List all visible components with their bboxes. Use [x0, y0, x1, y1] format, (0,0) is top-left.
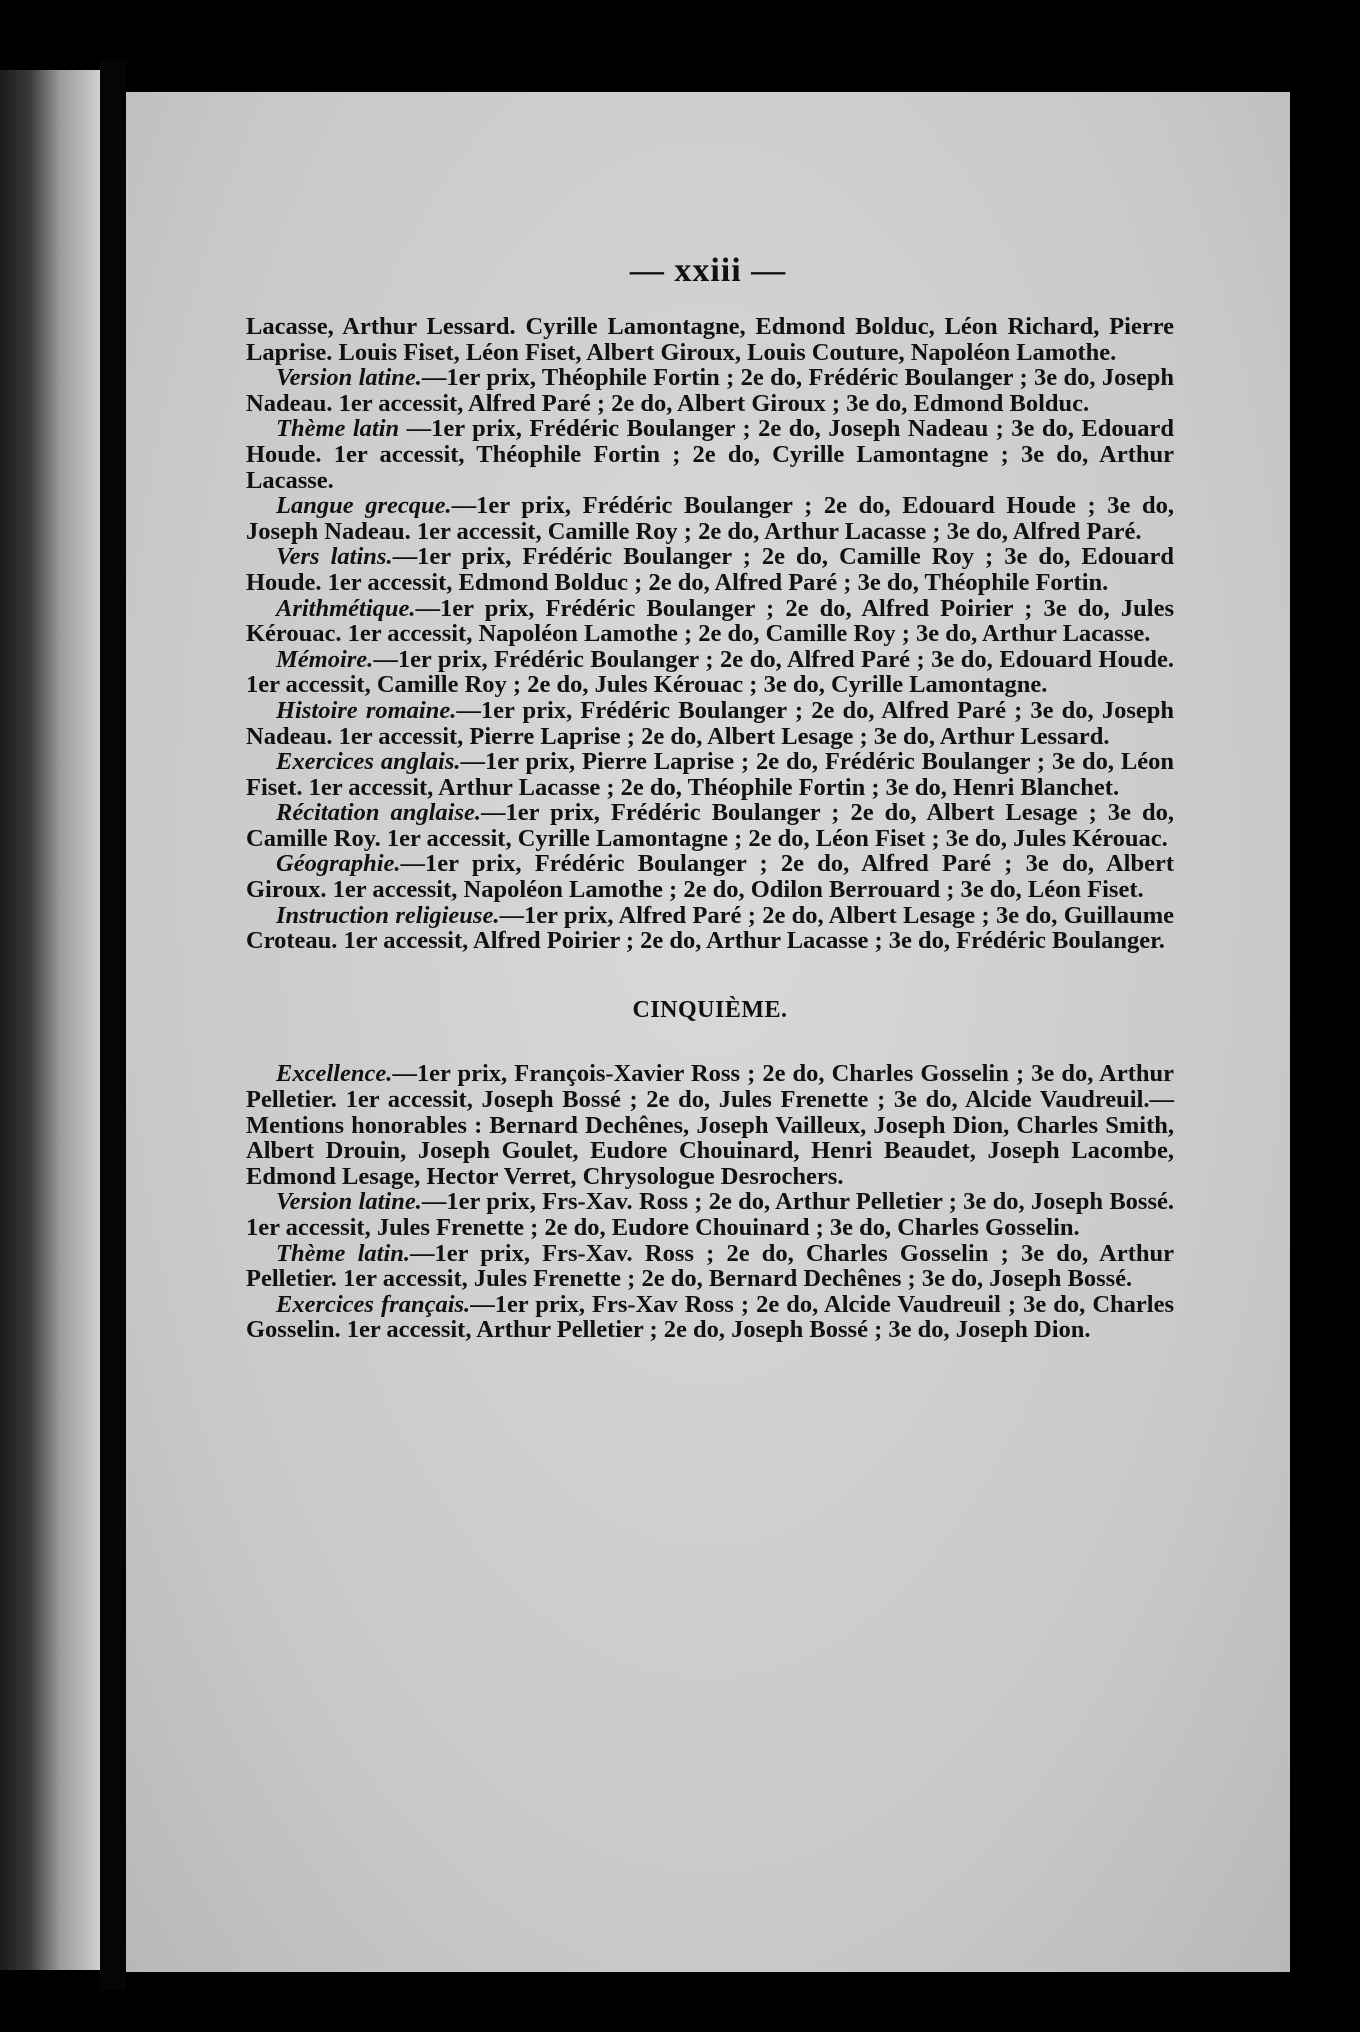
prize-text: —1er prix, Frédéric Boulanger ; 2e do, Camille Roy ; 3e do, Edouard Houde. 1er accessit, Edmond Bolduc ; 2e do, Alfred Paré ; 3e do, Théophile Fortin. [246, 543, 1175, 596]
prize-entry [246, 1241, 1174, 1292]
prize-text: —1er prix, Frs-Xav. Ross ; 2e do, Arthur Pelletier ; 3e do, Joseph Bossé. 1er accessit, Jules Frenette ; 2e do, Eudore Chouinard ; 3e do, Charles Gosselin. [246, 1188, 1174, 1241]
prize-entry [246, 1189, 1174, 1240]
prize-entry [246, 903, 1174, 954]
section-heading: CINQUIÈME. [632, 996, 788, 1023]
prize-text: —1er prix, Pierre Laprise ; 2e do, Frédéric Boulanger ; 3e do, Léon Fiset. 1er accessit, Arthur Lacasse ; 2e do, Théophile Fortin ; 3e do, Henri Blanchet. [246, 748, 1174, 801]
prize-entry [246, 493, 1174, 544]
prize-entry [246, 544, 1174, 595]
book-gutter [100, 60, 126, 1990]
prize-entry [246, 416, 1174, 493]
prize-entry [246, 1061, 1174, 1189]
prize-text: —1er prix, Alfred Paré ; 2e do, Albert Lesage ; 3e do, Guillaume Croteau. 1er accessit, Alfred Poirier ; 2e do, Arthur Lacasse ; 3e do, Frédéric Boulanger. [246, 901, 1174, 955]
prize-entry [246, 749, 1174, 800]
prize-text: —1er prix, Frs-Xav. Ross ; 2e do, Charles Gosselin ; 3e do, Arthur Pelletier. 1er accessit, Jules Frenette ; 2e do, Bernard Dechênes ; 3e do, Joseph Bossé. [246, 1239, 1174, 1293]
subject-label: Thème latin [276, 415, 400, 443]
subject-label: Exercices français. [276, 1290, 471, 1318]
prize-entry [246, 1292, 1174, 1343]
prize-entry [246, 647, 1174, 698]
subject-label: Langue grecque. [276, 492, 452, 520]
book-page [126, 92, 1290, 1972]
prize-text: —1er prix, Théophile Fortin ; 2e do, Frédéric Boulanger ; 3e do, Joseph Nadeau. 1er accessit, Alfred Paré ; 2e do, Albert Giroux ; 3e do, Edmond Bolduc. [246, 364, 1174, 417]
prize-text: —1er prix, Frédéric Boulanger ; 2e do, Alfred Paré ; 3e do, Albert Giroux. 1er accessit, Napoléon Lamothe ; 2e do, Odilon Berrouard ; 3e do, Léon Fiset. [246, 850, 1174, 904]
prize-entry [246, 596, 1174, 647]
prize-text: —1er prix, Frédéric Boulanger ; 2e do, Alfred Paré ; 3e do, Joseph Nadeau. 1er accessit, Pierre Laprise ; 2e do, Albert Lesage ; 3e do, Arthur Lessard. [246, 696, 1174, 750]
subject-label: Version latine. [276, 364, 422, 392]
subject-label: Version latine. [276, 1188, 422, 1216]
subject-label: Mémoire. [276, 645, 374, 673]
subject-label: Exercices anglais. [276, 748, 461, 776]
prize-text: —1er prix, Frédéric Boulanger ; 2e do, Alfred Paré ; 3e do, Edouard Houde. 1er accessit, Camille Roy ; 2e do, Jules Kérouac ; 3e do, Cyrille Lamontagne. [246, 645, 1174, 699]
prize-entry [246, 365, 1174, 416]
subject-label: Géographie. [276, 850, 401, 878]
prize-entry [246, 698, 1174, 749]
prize-entry [246, 800, 1174, 851]
subject-label: Instruction religieuse. [276, 901, 500, 929]
adjacent-page-edge [0, 70, 100, 1970]
prize-text: —1er prix, Frédéric Boulanger ; 2e do, Albert Lesage ; 3e do, Camille Roy. 1er accessit, Cyrille Lamontagne ; 2e do, Léon Fiset ; 3e do, Jules Kérouac. [246, 799, 1174, 852]
prize-text: —1er prix, Frédéric Boulanger ; 2e do, Joseph Nadeau ; 3e do, Edouard Houde. 1er accessit, Théophile Fortin ; 2e do, Cyrille Lamontagne ; 3e do, Arthur Lacasse. [246, 415, 1174, 494]
subject-label: Vers latins. [276, 543, 393, 571]
subject-label: Arithmétique. [276, 594, 416, 622]
prize-text: —1er prix, Frédéric Boulanger ; 2e do, Edouard Houde ; 3e do, Joseph Nadeau. 1er accessit, Camille Roy ; 2e do, Arthur Lacasse ; 3e do, Alfred Paré. [246, 492, 1174, 545]
prize-entry [246, 851, 1174, 902]
continuation-paragraph: Lacasse, Arthur Lessard. Cyrille Lamontagne, Edmond Bolduc, Léon Richard, Pierre Laprise. Louis Fiset, Léon Fiset, Albert Giroux, Louis Couture, Napoléon Lamothe. [246, 313, 1174, 366]
prize-text: —1er prix, Frs-Xav Ross ; 2e do, Alcide Vaudreuil ; 3e do, Charles Gosselin. 1er accessit, Arthur Pelletier ; 2e do, Joseph Bossé ; 3e do, Joseph Dion. [246, 1290, 1174, 1344]
prize-text: —1er prix, François-Xavier Ross ; 2e do, Charles Gosselin ; 3e do, Arthur Pelletier. 1er accessit, Joseph Bossé ; 2e do, Jules Frenette ; 3e do, Alcide Vaudreuil.—Mentions honorables : Bernard Dechênes, Joseph Vailleux, Joseph Dion, Charles Smith, Albert Drouin, Joseph Goulet, Eudore Chouinard, Henri Beaudet, Joseph Lacombe, Edmond Lesage, Hector Verret, Chrysologue Desrochers. [246, 1060, 1174, 1190]
page-number: — xxiii — [629, 252, 787, 289]
subject-label: Excellence. [276, 1060, 393, 1088]
subject-label: Histoire romaine. [276, 696, 457, 724]
prize-text: —1er prix, Frédéric Boulanger ; 2e do, Alfred Poirier ; 3e do, Jules Kérouac. 1er accessit, Napoléon Lamothe ; 2e do, Camille Roy ; 3e do, Arthur Lacasse. [246, 594, 1174, 648]
subject-label: Thème latin. [276, 1239, 411, 1267]
page-text [246, 314, 1174, 1343]
subject-label: Récitation anglaise. [276, 799, 482, 827]
